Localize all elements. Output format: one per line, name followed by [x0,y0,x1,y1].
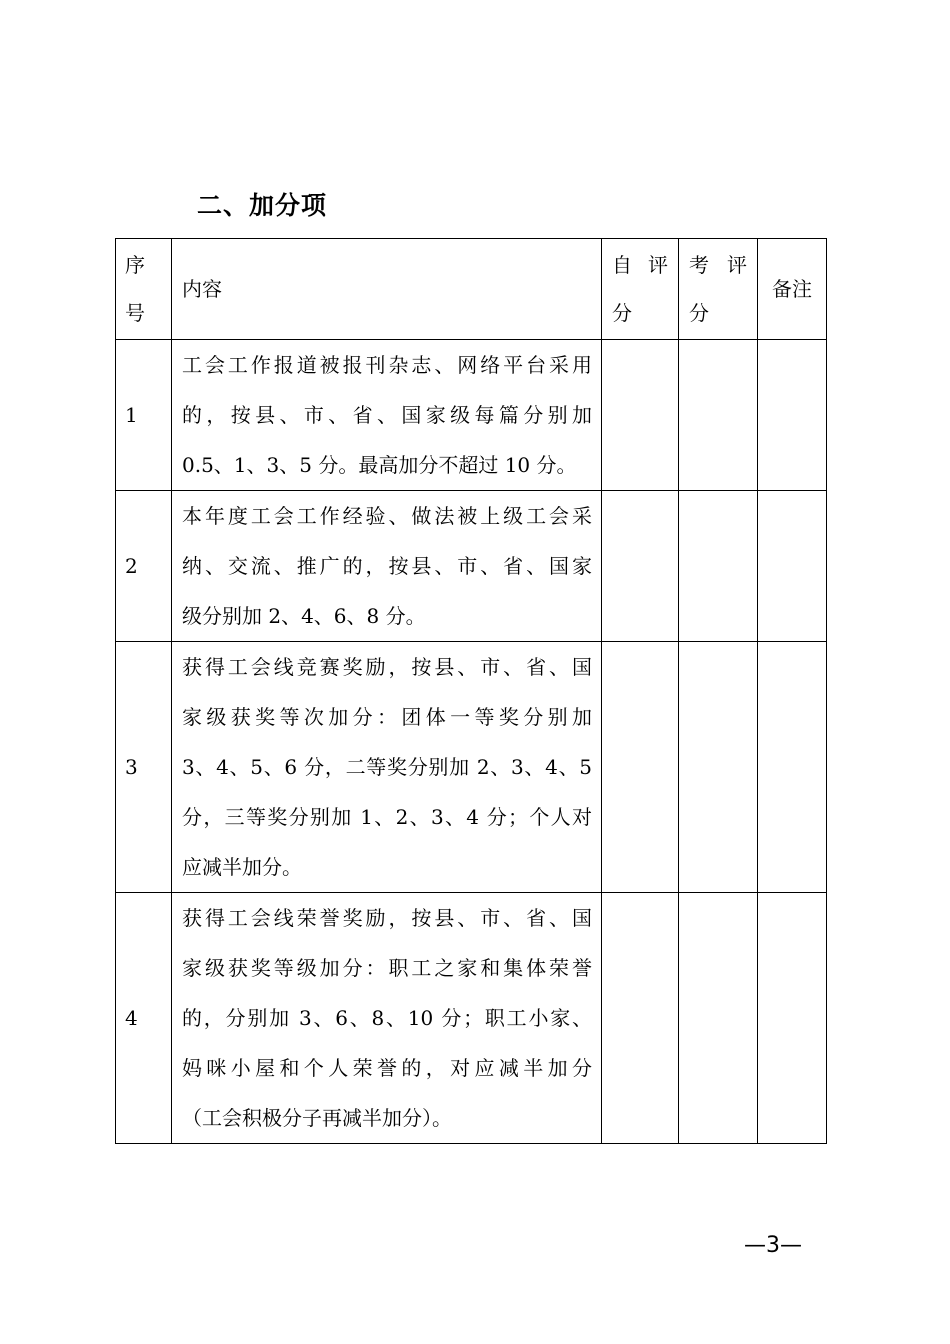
exam-score-cell[interactable] [679,340,758,491]
self-score-cell[interactable] [602,491,679,642]
row-content: 本年度工会工作经验、做法被上级工会采 纳、交流、推广的，按县、市、省、国家 级分别加 2、4、6、8 分。 [172,491,602,642]
row-content: 获得工会线荣誉奖励，按县、市、省、国 家级获奖等级加分：职工之家和集体荣誉 的，分别加 3、6、8、10 分；职工小家、 妈咪小屋和个人荣誉的，对应减半加分 （工会积极分子再减半加分）。 [172,893,602,1144]
header-content: 内容 [172,239,602,340]
table-row [116,642,827,893]
page-number: —3— [744,1233,802,1258]
self-score-cell[interactable] [602,642,679,893]
table-row [116,340,827,491]
header-exam-score: 考 评 分 [679,239,758,340]
exam-score-cell[interactable] [679,491,758,642]
section-title: 二、加分项 [197,191,328,220]
header-note: 备注 [758,239,827,340]
table-header-row [116,239,827,340]
note-cell[interactable] [758,340,827,491]
bonus-score-table [115,238,827,1144]
note-cell[interactable] [758,491,827,642]
row-number: 4 [116,893,172,1144]
note-cell[interactable] [758,642,827,893]
row-number: 3 [116,642,172,893]
exam-score-cell[interactable] [679,642,758,893]
row-number: 2 [116,491,172,642]
table-row [116,893,827,1144]
self-score-cell[interactable] [602,340,679,491]
row-content: 工会工作报道被报刊杂志、网络平台采用 的，按县、市、省、国家级每篇分别加 0.5、1、3、5 分。最高加分不超过 10 分。 [172,340,602,491]
row-content: 获得工会线竞赛奖励，按县、市、省、国 家级获奖等次加分：团体一等奖分别加 3、4、5、6 分，二等奖分别加 2、3、4、5 分，三等奖分别加 1、2、3、4 分；个人对 应减半加分。 [172,642,602,893]
self-score-cell[interactable] [602,893,679,1144]
note-cell[interactable] [758,893,827,1144]
header-serial: 序 号 [116,239,172,340]
exam-score-cell[interactable] [679,893,758,1144]
row-number: 1 [116,340,172,491]
header-self-score: 自 评 分 [602,239,679,340]
table-row [116,491,827,642]
